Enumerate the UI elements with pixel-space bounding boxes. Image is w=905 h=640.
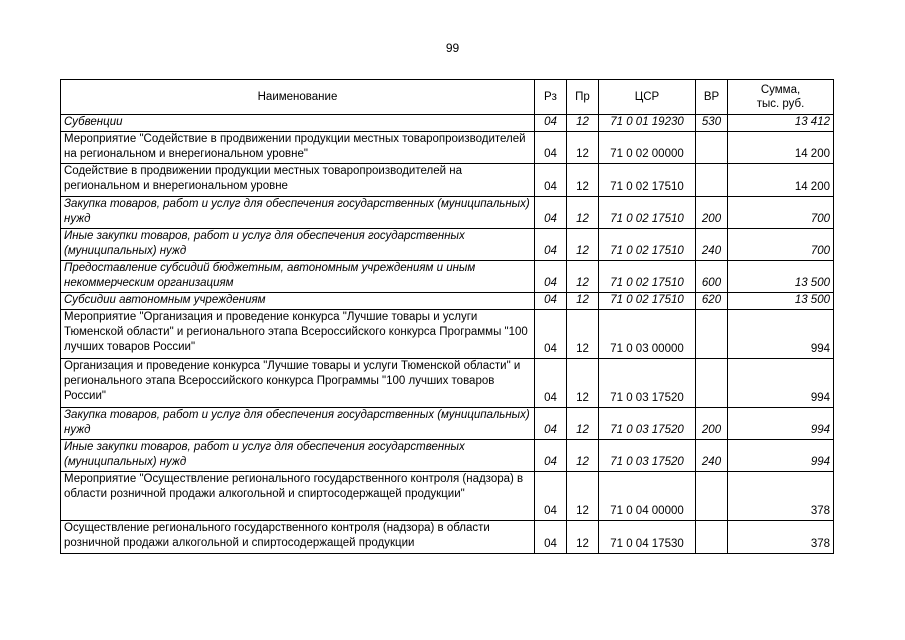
page-number: 99 [445,41,460,55]
header-vr: ВР [696,80,728,115]
cell-vr: 200 [696,197,728,229]
cell-pr: 12 [567,408,599,440]
cell-vr [696,310,728,359]
cell-vr [696,132,728,164]
cell-name: Субсидии автономным учреждениям [61,293,535,310]
table-row [61,408,834,440]
cell-vr: 240 [696,229,728,261]
cell-rz: 04 [535,261,567,293]
table-row [61,197,834,229]
cell-rz: 04 [535,408,567,440]
cell-vr [696,359,728,408]
table-row [61,132,834,164]
cell-rz: 04 [535,521,567,554]
cell-rz: 04 [535,115,567,132]
cell-vr: 240 [696,440,728,472]
cell-sum: 700 [728,229,834,261]
cell-rz: 04 [535,472,567,521]
cell-rz: 04 [535,310,567,359]
cell-csr: 71 0 02 17510 [599,164,696,197]
header-name: Наименование [61,80,535,115]
cell-pr: 12 [567,359,599,408]
cell-rz: 04 [535,440,567,472]
cell-csr: 71 0 02 17510 [599,197,696,229]
cell-csr: 71 0 02 17510 [599,229,696,261]
cell-sum: 700 [728,197,834,229]
cell-name: Предоставление субсидий бюджетным, автономным учреждениям и иным некоммерческим организациям [61,261,535,293]
cell-sum: 378 [728,472,834,521]
cell-vr: 620 [696,293,728,310]
table-row [61,293,834,310]
cell-sum: 13 500 [728,261,834,293]
cell-vr: 600 [696,261,728,293]
header-pr: Пр [567,80,599,115]
table-row [61,115,834,132]
cell-sum: 14 200 [728,164,834,197]
cell-name: Субвенции [61,115,535,132]
cell-name: Мероприятие "Осуществление регионального государственного контроля (надзора) в области розничной продажи алкогольной и спиртосодержащей продукции" [61,472,535,521]
cell-name: Закупка товаров, работ и услуг для обеспечения государственных (муниципальных) нужд [61,197,535,229]
cell-csr: 71 0 04 17530 [599,521,696,554]
cell-pr: 12 [567,261,599,293]
cell-sum: 13 412 [728,115,834,132]
cell-rz: 04 [535,229,567,261]
table-row [61,440,834,472]
cell-sum: 994 [728,310,834,359]
table-row [61,472,834,521]
cell-csr: 71 0 02 17510 [599,261,696,293]
table-row [61,261,834,293]
header-sum [728,80,834,115]
cell-pr: 12 [567,164,599,197]
header-rz: Рз [535,80,567,115]
cell-sum: 13 500 [728,293,834,310]
cell-csr: 71 0 02 00000 [599,132,696,164]
table-row [61,359,834,408]
table-row [61,310,834,359]
cell-vr [696,164,728,197]
cell-vr [696,472,728,521]
cell-csr: 71 0 03 00000 [599,310,696,359]
cell-name: Мероприятие "Организация и проведение конкурса "Лучшие товары и услуги Тюменской области" и регионального этапа Всероссийского конкурса Программы "100 лучших товаров России" [61,310,535,359]
table-row [61,164,834,197]
cell-name: Иные закупки товаров, работ и услуг для обеспечения государственных (муниципальных) нужд [61,440,535,472]
cell-name: Осуществление регионального государственного контроля (надзора) в области розничной продажи алкогольной и спиртосодержащей продукции [61,521,535,554]
cell-name: Организация и проведение конкурса "Лучшие товары и услуги Тюменской области" и регионального этапа Всероссийского конкурса Программы "100 лучших товаров России" [61,359,535,408]
cell-csr: 71 0 01 19230 [599,115,696,132]
cell-pr: 12 [567,115,599,132]
cell-rz: 04 [535,293,567,310]
cell-pr: 12 [567,132,599,164]
cell-pr: 12 [567,472,599,521]
cell-pr: 12 [567,440,599,472]
table-row [61,521,834,554]
cell-name: Закупка товаров, работ и услуг для обеспечения государственных (муниципальных) нужд [61,408,535,440]
cell-sum: 994 [728,408,834,440]
cell-name: Мероприятие "Содействие в продвижении продукции местных товаропроизводителей на региональном и внерегиональном уровне" [61,132,535,164]
cell-name: Содействие в продвижении продукции местных товаропроизводителей на региональном и внерегиональном уровне [61,164,535,197]
cell-sum: 14 200 [728,132,834,164]
cell-vr: 200 [696,408,728,440]
cell-rz: 04 [535,164,567,197]
cell-csr: 71 0 03 17520 [599,440,696,472]
cell-pr: 12 [567,229,599,261]
cell-csr: 71 0 03 17520 [599,408,696,440]
cell-vr: 530 [696,115,728,132]
cell-pr: 12 [567,521,599,554]
table-body [61,115,834,554]
cell-rz: 04 [535,359,567,408]
table-header-row [61,80,834,115]
cell-sum: 994 [728,440,834,472]
cell-pr: 12 [567,197,599,229]
cell-csr: 71 0 03 17520 [599,359,696,408]
cell-rz: 04 [535,132,567,164]
cell-csr: 71 0 02 17510 [599,293,696,310]
header-sum-line2: тыс. руб. [756,98,805,110]
budget-table [60,79,834,554]
cell-vr [696,521,728,554]
cell-pr: 12 [567,310,599,359]
header-sum-line1: Сумма, [760,84,801,96]
header-csr: ЦСР [599,80,696,115]
cell-rz: 04 [535,197,567,229]
cell-sum: 378 [728,521,834,554]
cell-name: Иные закупки товаров, работ и услуг для обеспечения государственных (муниципальных) нужд [61,229,535,261]
table-row [61,229,834,261]
cell-pr: 12 [567,293,599,310]
cell-csr: 71 0 04 00000 [599,472,696,521]
cell-sum: 994 [728,359,834,408]
